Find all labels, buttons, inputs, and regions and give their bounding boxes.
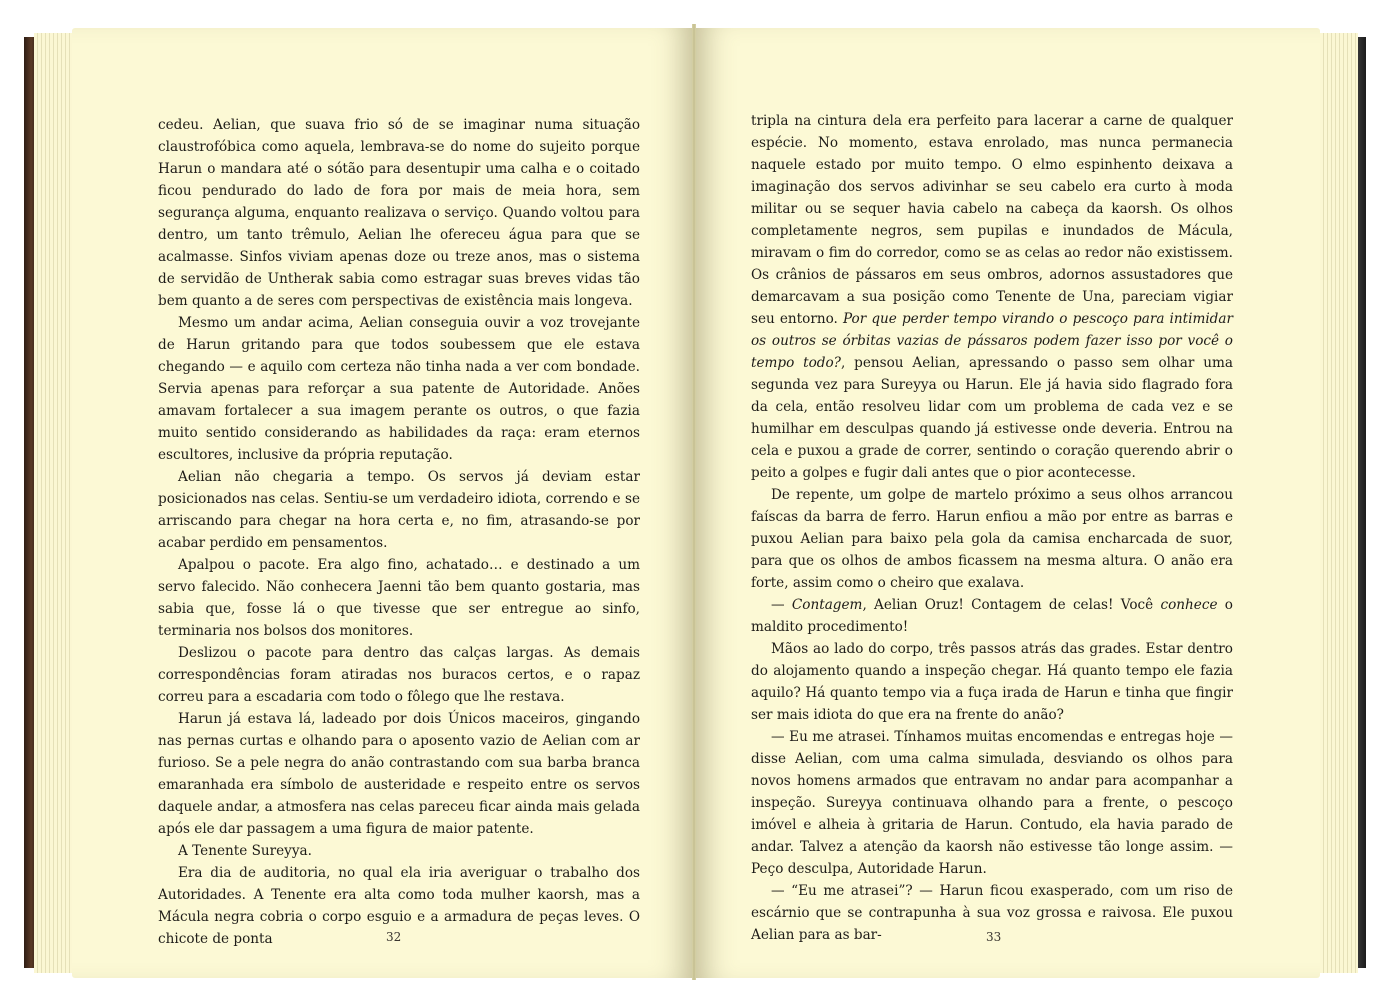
paragraph: cedeu. Aelian, que suava frio só de se imaginar numa situação claustrofóbica como aquela, lembrava-se do nome do sujeito porque Harun o mandara até o sótão para desentupir uma calha e o coitado ficou pendurado do lado de fora por mais de meia hora, sem segurança alguma, enquanto realizava o serviço. Quando voltou para dentro, um tanto trêmulo, Aelian lhe ofereceu água para que se acalmasse. Sinfos viviam apenas doze ou treze anos, mas o sistema de servidão de Untherak sabia como estragar suas breves vidas tão bem quanto a de seres com perspectivas de existência mais longeva. xyxy=(158,117,640,309)
paragraph: Mesmo um andar acima, Aelian conseguia ouvir a voz trovejante de Harun gritando para que todos soubessem que ele estava chegando — e aquilo com certeza não tinha nada a ver com bondade. Servia apenas para reforçar a sua patente de Autoridade. Anões amavam fortalecer a sua imagem perante os outros, o que fazia muito sentido considerando as habilidades da raça: eram eternos escultores, inclusive da própria reputação. xyxy=(158,315,640,463)
paragraph: Mãos ao lado do corpo, três passos atrás das grades. Estar dentro do alojamento quando a inspeção chegar. Há quanto tempo ele fazia aquilo? Há quanto tempo via a fuça irada de Harun e tinha que fingir ser mais idiota do que era na frente do anão? xyxy=(751,641,1233,723)
italic-thought: Por que perder tempo virando o pescoço para intimidar os outros se órbitas vazias de pássaros podem fazer isso por você o tempo todo? xyxy=(751,311,1233,371)
paragraph: Harun já estava lá, ladeado por dois Únicos maceiros, gingando nas pernas curtas e olhando para o aposento vazio de Aelian com ar furioso. Se a pele negra do anão contrastando com sua barba branca emaranhada era símbolo de austeridade e respeito entre os servos daquele andar, a atmosfera nas celas pareceu ficar ainda mais gelada após ele dar passagem a uma figura de maior patente. xyxy=(158,711,640,837)
page-edges-right xyxy=(1316,33,1358,973)
dialogue-dash: — xyxy=(771,597,792,613)
paragraph: Aelian não chegaria a tempo. Os servos já deviam estar posicionados nas celas. Sentiu-se um verdadeiro idiota, correndo e se arriscando para chegar na hora certa e, no fim, atrasando-se por acabar perdido em pensamentos. xyxy=(158,469,640,551)
paragraph: — “Eu me atrasei”? — Harun ficou exasperado, com um riso de escárnio que se contrapunha à sua voz grossa e raivosa. Ele puxou Aelian para as bar- xyxy=(751,883,1233,943)
text-run: , Aelian Oruz! Contagem de celas! Você xyxy=(862,597,1161,613)
text-run: , pensou Aelian, apressando o passo sem olhar uma segunda vez para Sureyya ou Harun. Ele já havia sido flagrado fora da cela, então resolveu lidar com um problema de cada vez e se humilhar em desculpas quando já estivesse onde deveria. Entrou na cela e puxou a grade de correr, sentindo o coração querendo abrir o peito a golpes e fugir dali antes que o pior acontecesse. xyxy=(751,355,1233,481)
paragraph: Era dia de auditoria, no qual ela iria averiguar o trabalho dos Autoridades. A Tenente era alta como toda mulher kaorsh, mas a Mácula negra cobria o corpo esguio e a armadura de peças leves. O chicote de ponta xyxy=(158,865,640,947)
right-page-body xyxy=(751,110,1233,946)
italic-word: Contagem xyxy=(791,597,863,613)
paragraph: A Tenente Sureyya. xyxy=(178,843,312,859)
paragraph: De repente, um golpe de martelo próximo a seus olhos arrancou faíscas da barra de ferro. Harun enfiou a mão por entre as barras e puxou Aelian para baixo pela gola da camisa encharcada de suor, para que os olhos de ambos ficassem na mesma altura. O anão era forte, assim como o cheiro que exalava. xyxy=(751,487,1233,591)
page-number-right: 33 xyxy=(986,930,1002,944)
paragraph: Deslizou o pacote para dentro das calças largas. As demais correspondências foram atiradas nos buracos certos, e o rapaz correu para a escadaria com todo o fôlego que lhe restava. xyxy=(158,645,640,705)
paragraph: Apalpou o pacote. Era algo fino, achatado… e destinado a um servo falecido. Não conhecera Jaenni tão bem quanto gostaria, mas sabia que, fosse lá o que tivesse que ser entregue ao sinfo, terminaria nos bolsos dos monitores. xyxy=(158,557,640,639)
text-run: o maldito procedimento! xyxy=(751,597,1233,635)
paragraph xyxy=(751,594,1233,638)
paragraph xyxy=(751,110,1233,484)
page-number-left: 32 xyxy=(386,930,402,944)
book-gutter xyxy=(692,24,696,980)
italic-word: conhece xyxy=(1160,597,1218,613)
text-run: tripla na cintura dela era perfeito para lacerar a carne de qualquer espécie. No momento, estava enrolado, mas nunca permanecia naquele estado por muito tempo. O elmo espinhento deixava a imaginação dos servos adivinhar se seu cabelo era curto à moda militar ou se sequer havia cabelo na cabeça da kaorsh. Os olhos completamente negros, sem pupilas e inundados de Mácula, miravam o fim do corredor, como se as celas ao redor não existissem. Os crânios de pássaros em seus ombros, adornos assustadores que demarcavam a sua posição como Tenente de Una, pareciam vigiar seu entorno. xyxy=(751,113,1233,327)
left-page-body xyxy=(158,114,640,950)
paragraph: — Eu me atrasei. Tínhamos muitas encomendas e entregas hoje — disse Aelian, com uma calma simulada, desviando os olhos para novos homens armados que entravam no andar para acompanhar a inspeção. Sureyya continuava olhando para a frente, o pescoço imóvel e alheia à gritaria de Harun. Contudo, ela havia parado de andar. Talvez a atenção da kaorsh não estivesse tão longe assim. — Peço desculpa, Autoridade Harun. xyxy=(751,729,1233,877)
